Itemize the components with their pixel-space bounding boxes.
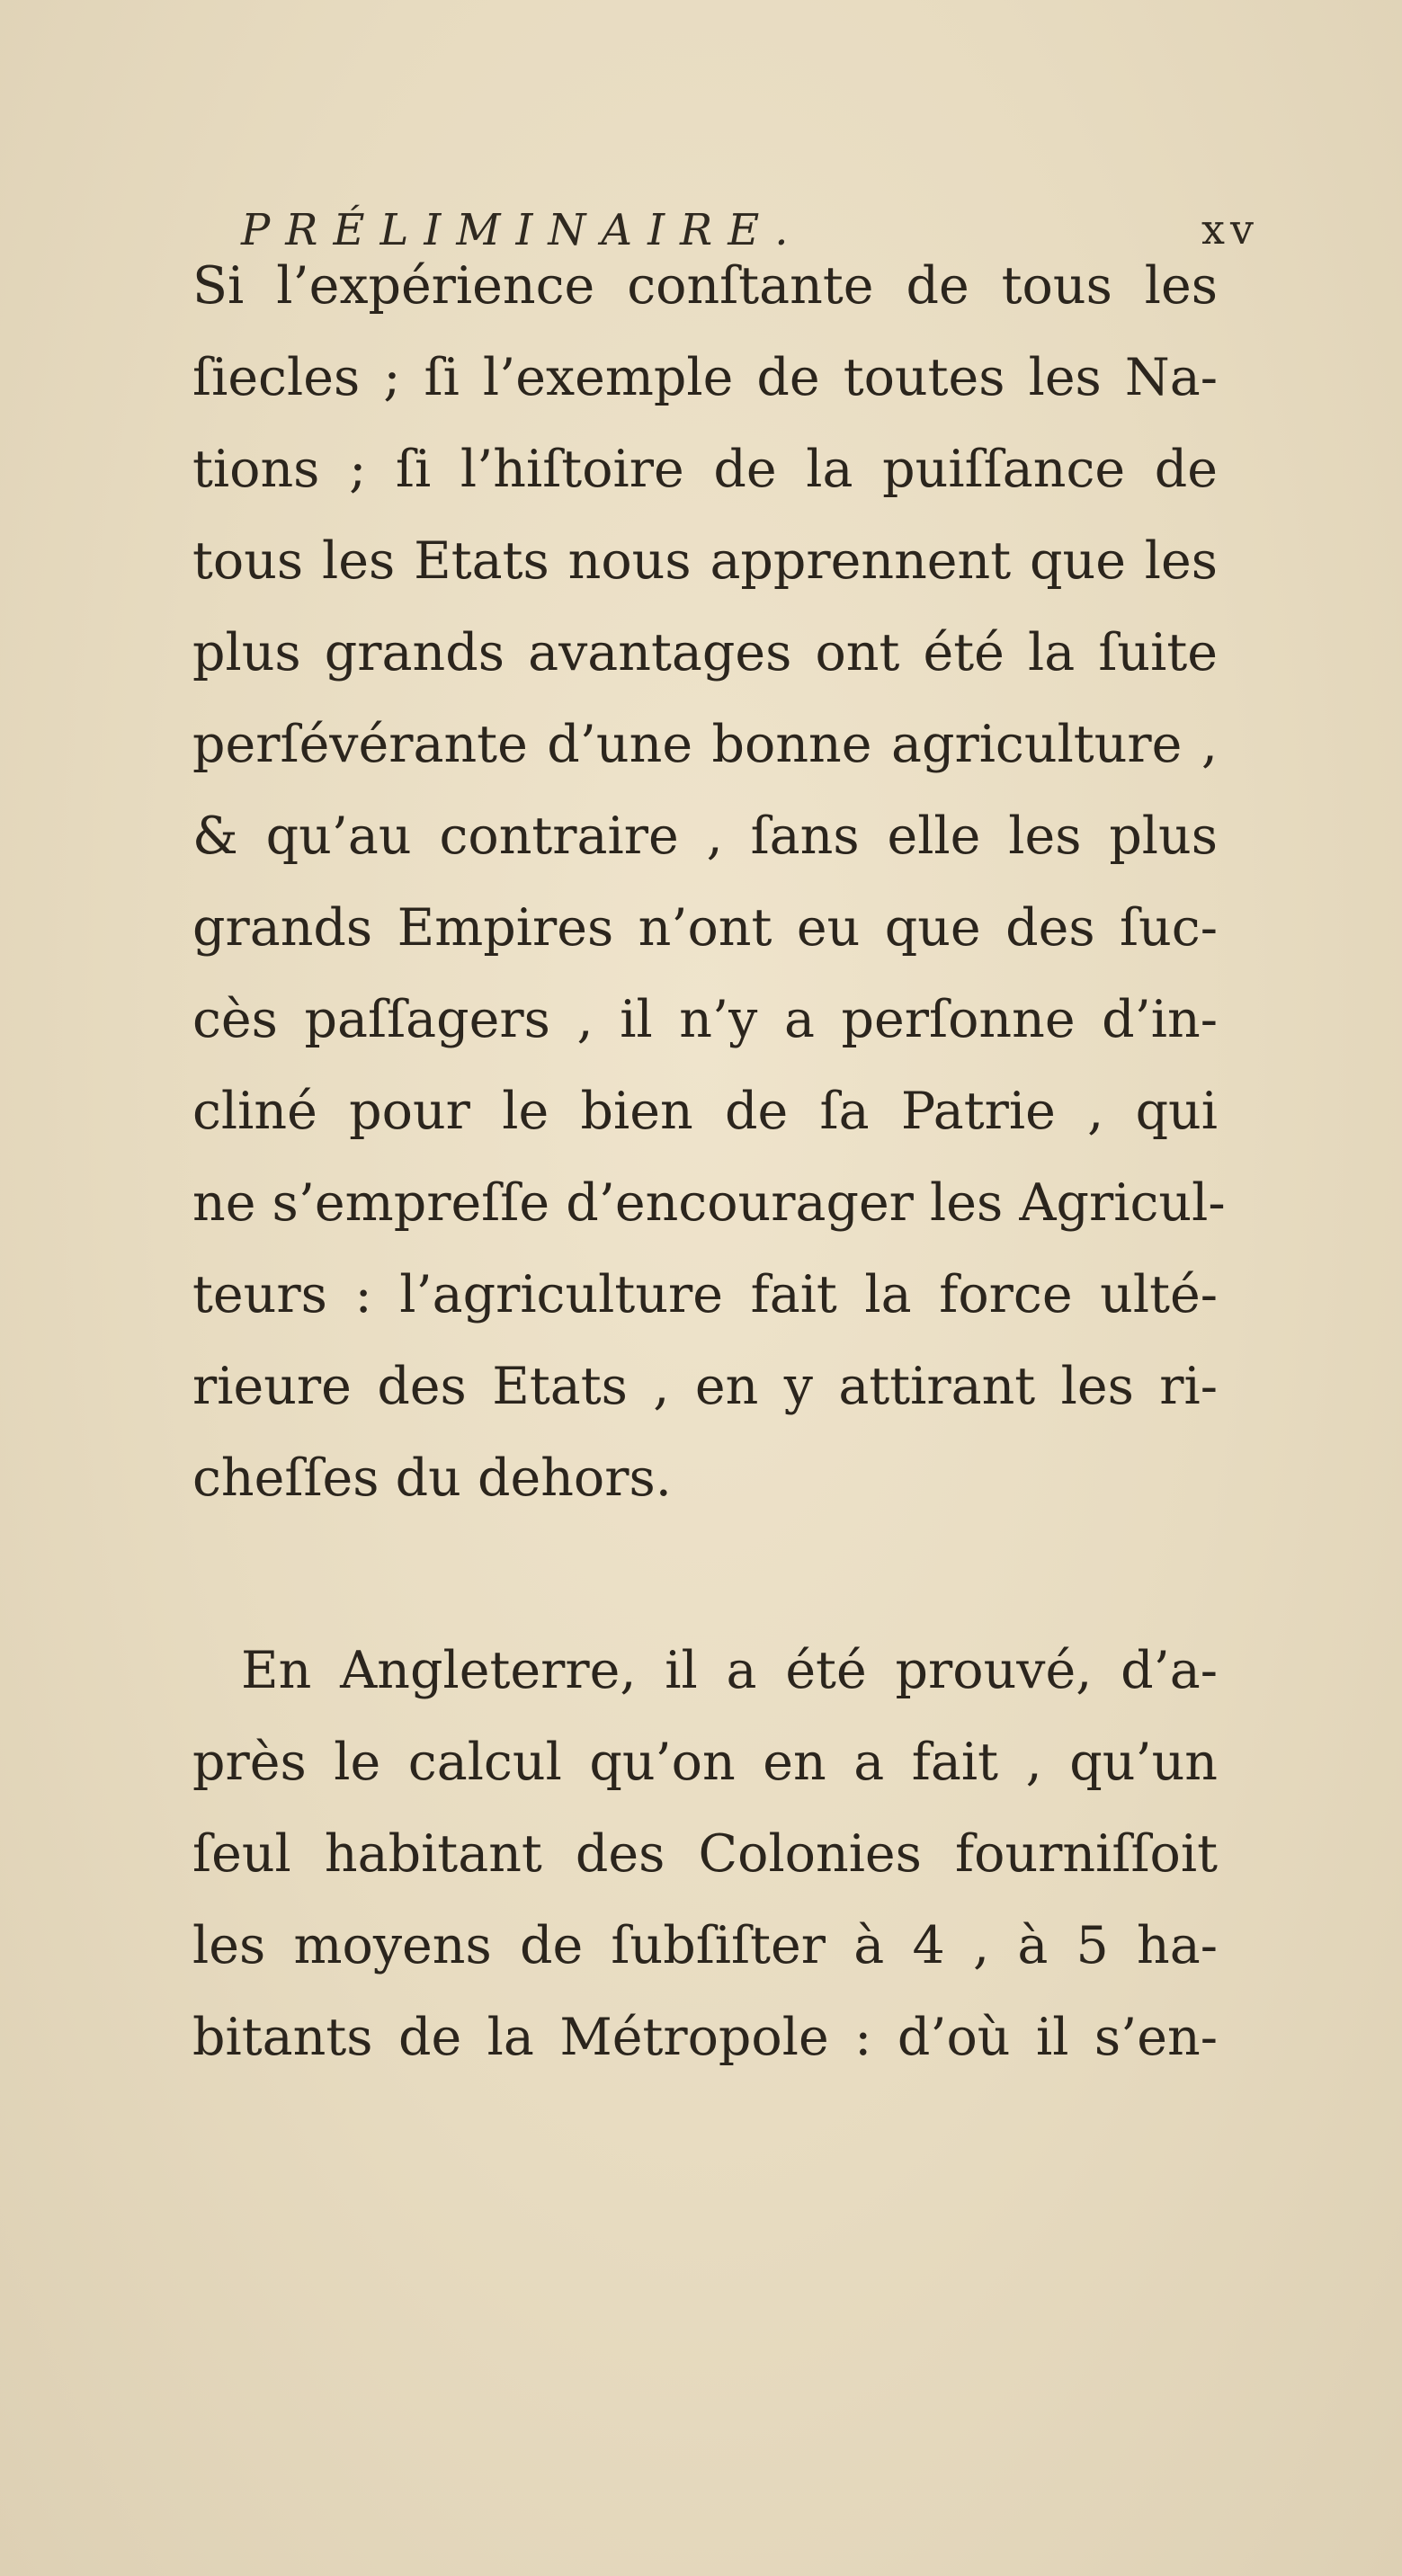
page-number: xv: [1201, 205, 1259, 254]
text-line: bitants de la Métropole : d’où il s’en-: [192, 2008, 1218, 2067]
text-line: & qu’au contraire , ſans elle les plus: [192, 807, 1218, 866]
text-line: teurs : l’agriculture fait la force ulté-: [192, 1265, 1218, 1324]
text-line: cès paſſagers , il n’y a perſonne d’in-: [192, 990, 1218, 1049]
text-line: grands Empires n’ont eu que des ſuc-: [192, 898, 1218, 958]
text-line: Si l’expérience conſtante de tous les: [192, 256, 1218, 316]
text-line: près le calcul qu’on en a fait , qu’un: [192, 1733, 1218, 1792]
text-line: perſévérante d’une bonne agriculture ,: [192, 715, 1218, 774]
text-line: tions ; ſi l’hiſtoire de la puiſſance de: [192, 440, 1218, 499]
text-line: cheſſes du dehors.: [192, 1448, 672, 1508]
text-line: cliné pour le bien de ſa Patrie , qui: [192, 1082, 1218, 1141]
text-line: En Angleterre, il a été prouvé, d’a-: [241, 1641, 1218, 1700]
text-line: les moyens de ſubſiſter à 4 , à 5 ha-: [192, 1916, 1218, 1975]
text-line: plus grands avantages ont été la ſuite: [192, 623, 1218, 682]
text-line: rieure des Etats , en y attirant les ri-: [192, 1357, 1218, 1416]
running-title: PRÉLIMINAIRE.: [241, 205, 804, 255]
text-line: ſiecles ; ſi l’exemple de toutes les Na-: [192, 348, 1218, 407]
text-line: ſeul habitant des Colonies fourniſſoit: [192, 1824, 1218, 1884]
text-line: ne s’empreſſe d’encourager les Agricul-: [192, 1173, 1226, 1233]
text-line: tous les Etats nous apprennent que les: [192, 531, 1218, 591]
